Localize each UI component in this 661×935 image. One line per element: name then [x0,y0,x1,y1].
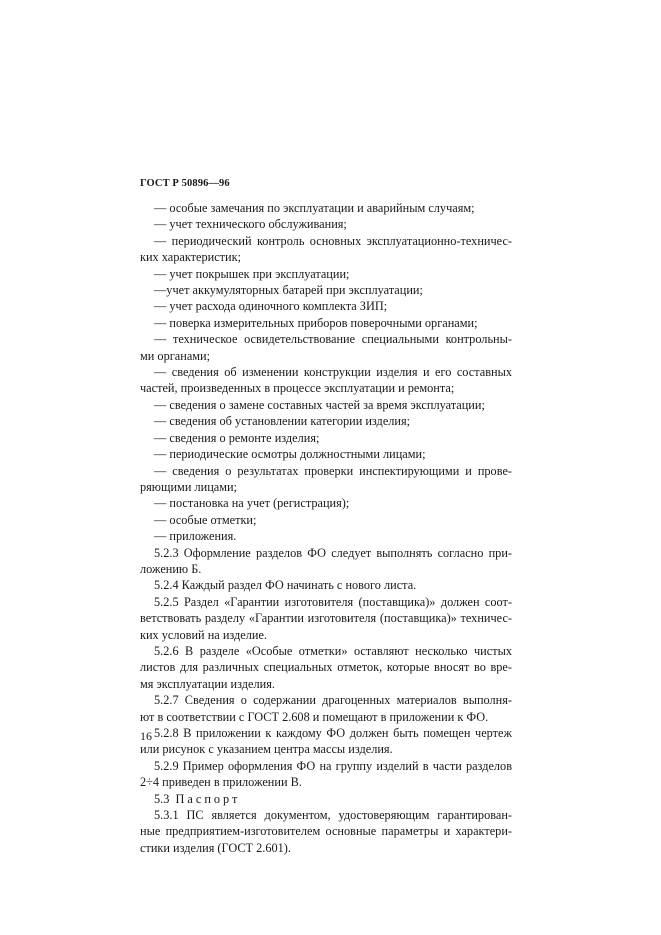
section-number: 5.3 [154,791,170,806]
paragraph-5-2-5-continuation: ветствовать разделу «Гарантии изготовителя (поставщика)» техничес- [140,611,512,626]
list-item: — особые замечания по эксплуатации и аварийным случаям; [154,201,475,215]
paragraph-5-2-9-continuation: 2÷4 приведен в приложении В. [140,775,302,790]
list-item-continuation: ряющими лицами; [140,479,238,494]
document-header: ГОСТ Р 50896—96 [140,178,230,189]
paragraph-5-2-4: 5.2.4 Каждый раздел ФО начинать с нового листа. [154,578,417,593]
paragraph-5-2-6-continuation: мя эксплуатации изделия. [140,676,275,691]
paragraph-5-3-1-continuation: ные предприятием-изготовителем основные параметры и характери- [140,824,512,839]
list-item: —учет аккумуляторных батарей при эксплуатации; [154,283,423,298]
list-item: — периодический контроль основных эксплуатационно-техничес- [154,233,512,248]
list-item: — учет технического обслуживания; [154,217,347,232]
paragraph-5-2-7: 5.2.7 Сведения о содержании драгоценных материалов выполня- [154,693,512,708]
list-item: — сведения о результатах проверки инспектирующими и прове- [154,463,512,478]
paragraph-5-2-8-continuation: или рисунок с указанием центра массы изделия. [140,742,393,757]
list-item-continuation: ми органами; [140,348,211,363]
list-item-continuation: ких характеристик; [140,250,242,265]
list-item: — периодические осмотры должностными лицами; [154,447,426,462]
list-item: — учет расхода одиночного комплекта ЗИП; [154,299,388,314]
paragraph-5-2-7-continuation: ют в соответствии с ГОСТ 2.608 и помещают в приложении к ФО. [140,709,489,724]
list-item: — сведения об установлении категории изделия; [154,414,411,429]
list-item: — постановка на учет (регистрация); [154,496,350,511]
paragraph-5-2-3-continuation: ложению Б. [140,561,202,576]
list-item: — учет покрышек при эксплуатации; [154,266,350,281]
paragraph-5-2-9: 5.2.9 Пример оформления ФО на группу изделий в части разделов [154,758,512,773]
paragraph-5-3-1: 5.3.1 ПС является документом, удостоверяющим гарантирован- [154,808,512,823]
paragraph-5-2-5-continuation: ких условий на изделие. [140,627,268,642]
paragraph-5-2-3: 5.2.3 Оформление разделов ФО следует выполнять согласно при- [154,545,512,560]
list-item-continuation: частей, произведенных в процессе эксплуатации и ремонта; [140,381,455,396]
section-heading-5-3 [140,791,512,807]
page-number: 16 [140,729,152,743]
list-item: — сведения о ремонте изделия; [154,430,320,445]
paragraph-5-3-1-continuation: стики изделия (ГОСТ 2.601). [140,840,291,855]
list-item: — приложения. [154,529,237,544]
paragraph-5-2-8: 5.2.8 В приложении к каждому ФО должен быть помещен чертеж [154,726,512,740]
paragraph-5-2-5: 5.2.5 Раздел «Гарантии изготовителя (поставщика)» должен соот- [154,594,512,609]
page-body [140,200,512,856]
list-item: — особые отметки; [154,512,257,527]
paragraph-5-2-6-continuation: листов для различных специальных отметок, которые вносят во вре- [140,660,512,675]
paragraph-5-2-6: 5.2.6 В разделе «Особые отметки» оставляют несколько чистых [154,643,512,658]
section-title: Паспорт [175,791,241,806]
list-item: — сведения о замене составных частей за время эксплуатации; [154,397,485,412]
list-item: — поверка измерительных приборов поверочными органами; [154,315,478,330]
list-item: — техническое освидетельствование специальными контрольны- [154,332,512,347]
list-item: — сведения об изменении конструкции изделия и его составных [154,365,512,380]
